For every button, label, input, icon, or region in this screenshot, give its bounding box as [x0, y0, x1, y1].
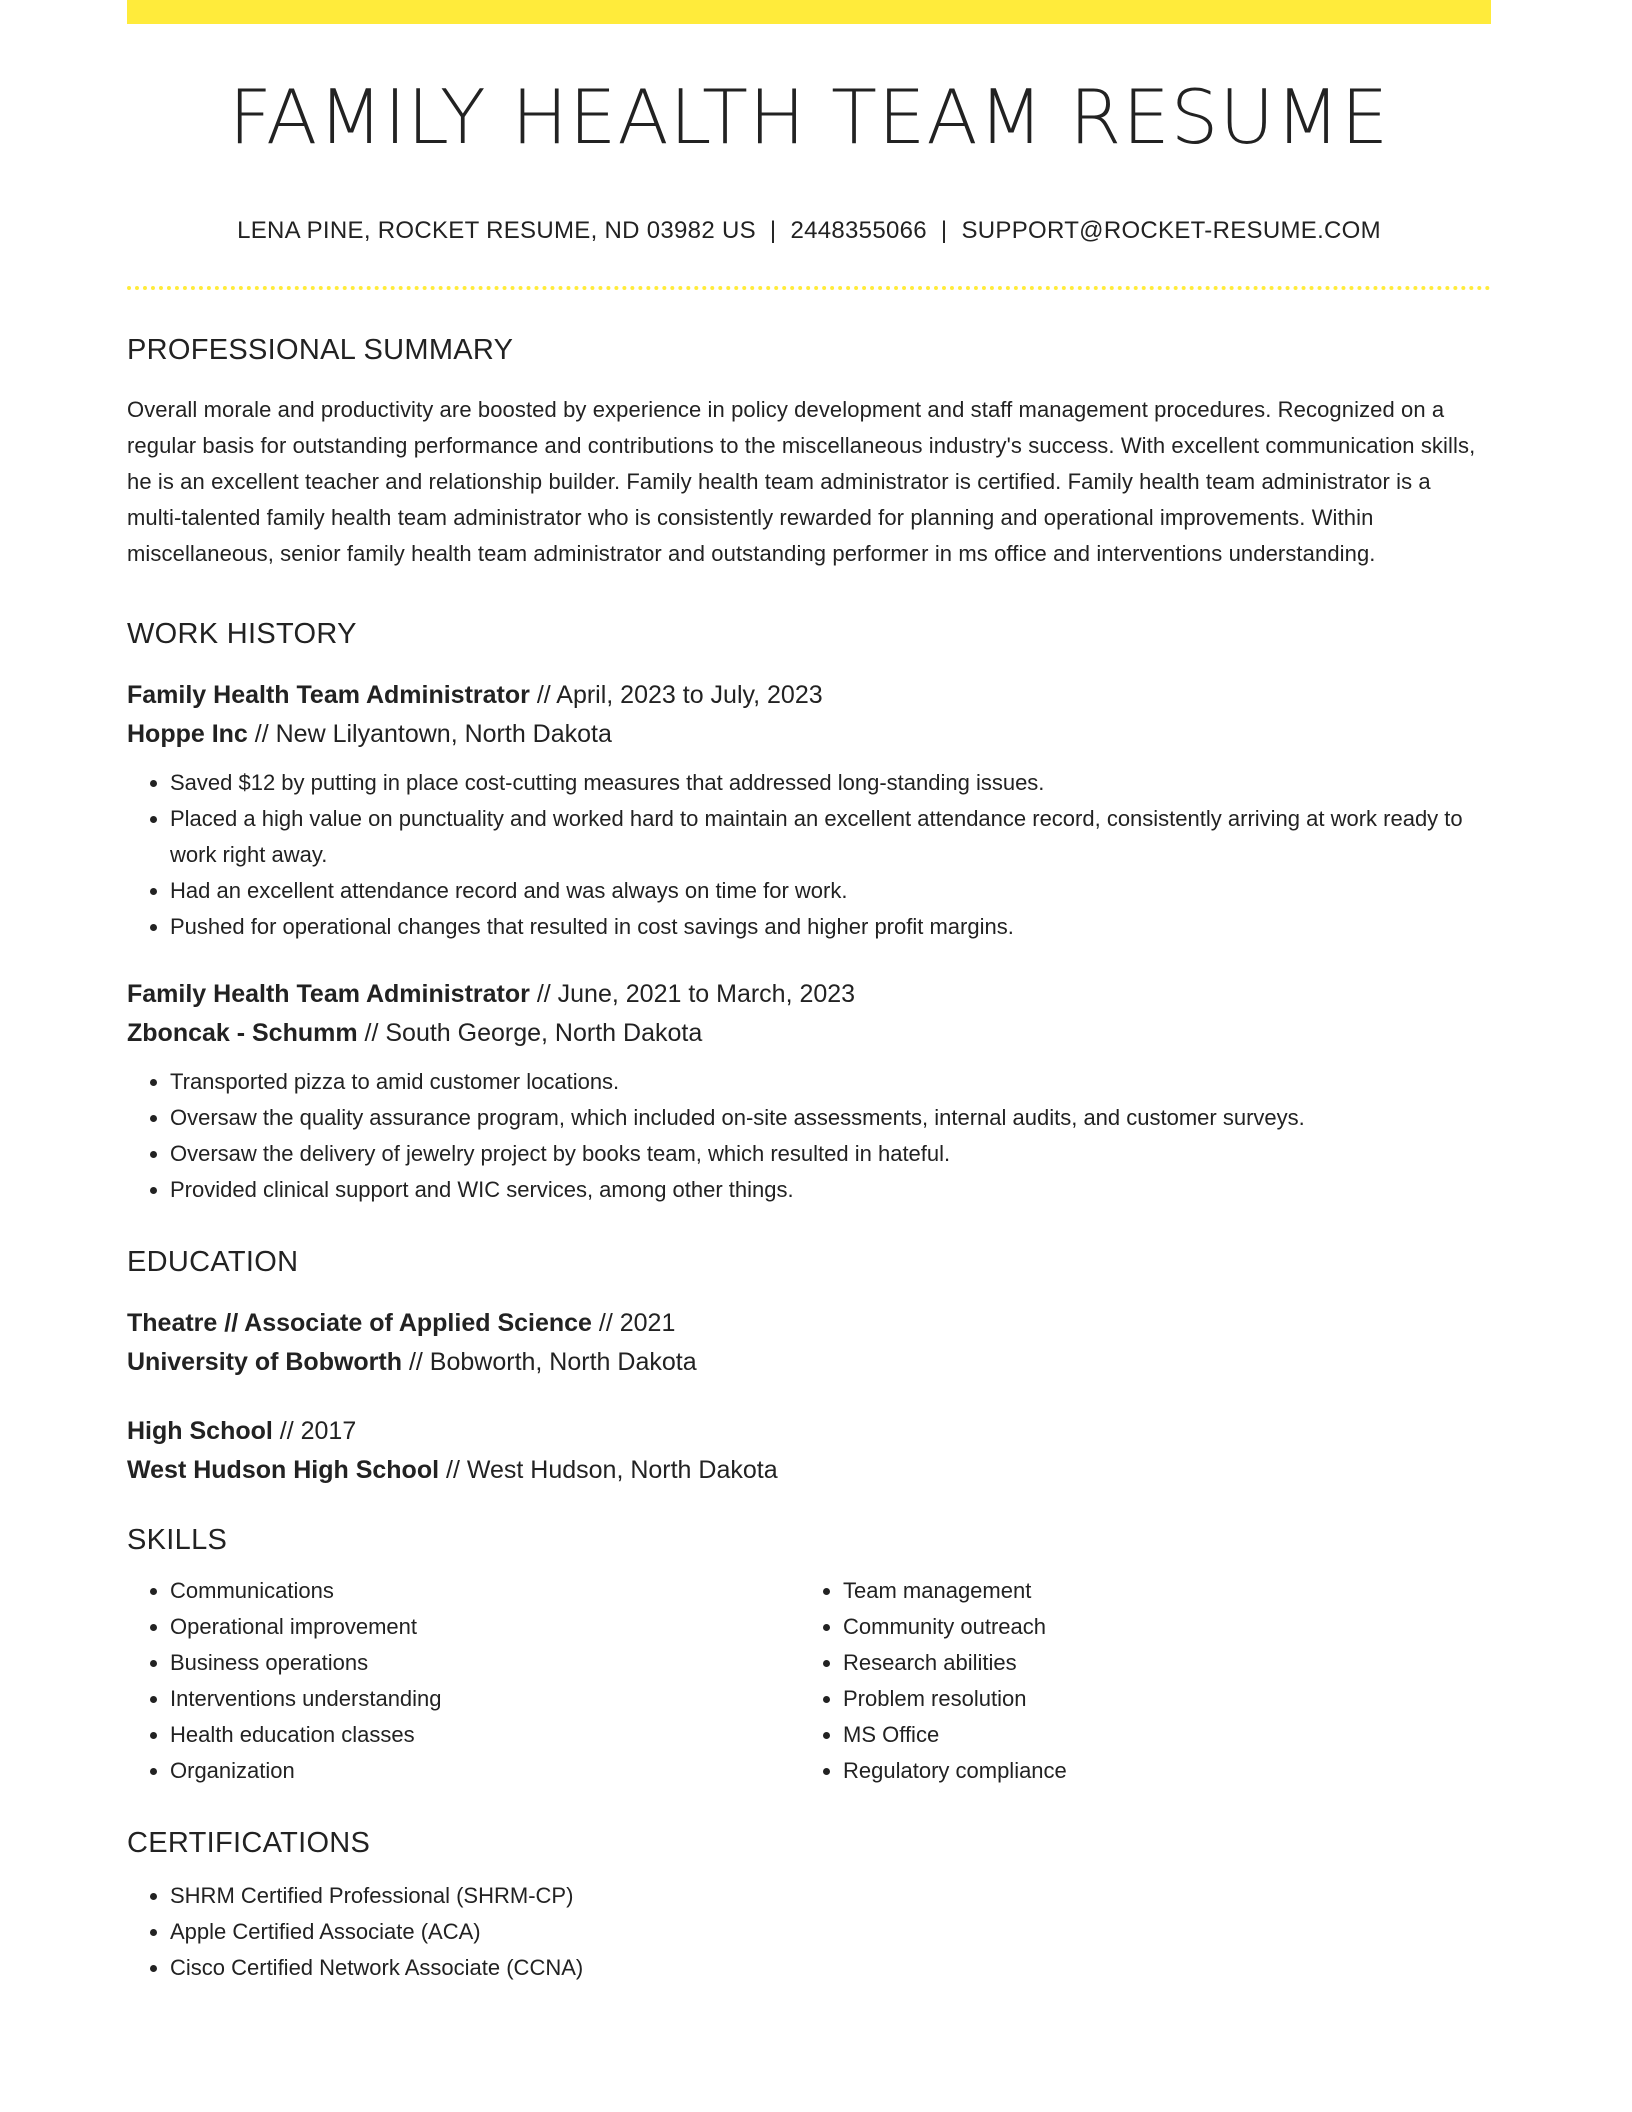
education-entry [127, 1304, 1491, 1382]
job-company-line [127, 1014, 1491, 1053]
certifications-list [127, 1878, 1491, 1986]
skills-column-right [800, 1573, 1473, 1789]
job-company-line [127, 715, 1491, 754]
contact-separator: | [769, 216, 777, 244]
list-item: • MS Office [843, 1717, 1473, 1753]
list-item: • Saved $12 by putting in place cost-cutting measures that addressed long-standing issues. [170, 765, 1491, 801]
job-entry [127, 676, 1491, 945]
accent-bar [127, 0, 1491, 24]
contact-address: LENA PINE, ROCKET RESUME, ND 03982 US [237, 216, 756, 244]
school-line [127, 1343, 1491, 1382]
degree-line [127, 1304, 1491, 1343]
list-item: • Interventions understanding [170, 1681, 800, 1717]
list-item: • Oversaw the delivery of jewelry project by books team, which resulted in hateful. [170, 1136, 1491, 1172]
school-name: West Hudson High School [127, 1455, 440, 1484]
list-item: • Placed a high value on punctuality and worked hard to maintain an excellent attendance record, consistently arriving at work ready to work right away. [170, 801, 1491, 873]
list-item: • Organization [170, 1753, 800, 1789]
contact-email[interactable]: SUPPORT@ROCKET-RESUME.COM [961, 216, 1381, 244]
job-company: Hoppe Inc [127, 719, 248, 748]
job-bullets [127, 765, 1491, 945]
education-heading: EDUCATION [127, 1245, 299, 1278]
resume-page [127, 0, 1491, 1986]
list-item: • Cisco Certified Network Associate (CCNA) [170, 1950, 1491, 1986]
job-dates: // June, 2021 to March, 2023 [529, 979, 856, 1008]
list-item: • Health education classes [170, 1717, 800, 1753]
skills-bullets [127, 1573, 800, 1789]
skills-heading: SKILLS [127, 1523, 228, 1556]
job-location: // New Lilyantown, North Dakota [247, 719, 612, 748]
list-item: • SHRM Certified Professional (SHRM-CP) [170, 1878, 1491, 1914]
skills-column-left [127, 1573, 800, 1789]
list-item: • Community outreach [843, 1609, 1473, 1645]
summary-text: Overall morale and productivity are boosted by experience in policy development and staff management procedures. Recognized on a regular basis for outstanding performance and contributions to the miscellaneous industry's success. With excellent communication skills, he is an excellent teacher and relationship builder. Family health team administrator is certified. Family health team administrator is a multi-talented family health team administrator who is consistently rewarded for planning and operational improvements. Within miscellaneous, senior family health team administrator and outstanding performer in ms office and interventions understanding. [127, 396, 1476, 566]
list-item: • Apple Certified Associate (ACA) [170, 1914, 1491, 1950]
list-item: • Regulatory compliance [843, 1753, 1473, 1789]
job-role: Family Health Team Administrator [127, 680, 530, 709]
contact-phone[interactable]: 2448355066 [790, 216, 927, 244]
contact-separator: | [940, 216, 948, 244]
job-company: Zboncak - Schumm [127, 1018, 358, 1047]
job-role: Family Health Team Administrator [127, 979, 530, 1008]
list-item: • Oversaw the quality assurance program, which included on-site assessments, internal audits, and customer surveys. [170, 1100, 1491, 1136]
list-item: • Transported pizza to amid customer locations. [170, 1064, 1491, 1100]
list-item: • Had an excellent attendance record and was always on time for work. [170, 873, 1491, 909]
degree-line [127, 1412, 1491, 1451]
certifications-heading: CERTIFICATIONS [127, 1826, 371, 1859]
school-name: University of Bobworth [127, 1347, 403, 1376]
job-entry [127, 975, 1491, 1208]
list-item: • Problem resolution [843, 1681, 1473, 1717]
list-item: • Research abilities [843, 1645, 1473, 1681]
dotted-divider [127, 286, 1491, 290]
list-item: • Pushed for operational changes that resulted in cost savings and higher profit margins. [170, 909, 1491, 945]
degree-year: // 2021 [591, 1308, 676, 1337]
resume-title: FAMILY HEALTH TEAM RESUME [228, 73, 1390, 161]
degree-year: // 2017 [272, 1416, 357, 1445]
list-item: • Operational improvement [170, 1609, 800, 1645]
education-entry [127, 1412, 1491, 1490]
job-title-line [127, 975, 1491, 1014]
skills-bullets [800, 1573, 1473, 1789]
contact-line [127, 217, 1491, 245]
job-dates: // April, 2023 to July, 2023 [529, 680, 823, 709]
school-location: // Bobworth, North Dakota [402, 1347, 697, 1376]
list-item: • Provided clinical support and WIC services, among other things. [170, 1172, 1491, 1208]
job-location: // South George, North Dakota [357, 1018, 703, 1047]
school-line [127, 1451, 1491, 1490]
degree-name: High School [127, 1416, 273, 1445]
school-location: // West Hudson, North Dakota [439, 1455, 778, 1484]
list-item: • Team management [843, 1573, 1473, 1609]
summary-heading: PROFESSIONAL SUMMARY [127, 333, 514, 366]
work-history-heading: WORK HISTORY [127, 617, 357, 650]
degree-name: Theatre // Associate of Applied Science [127, 1308, 592, 1337]
list-item: • Business operations [170, 1645, 800, 1681]
skills-list [127, 1573, 1491, 1789]
job-bullets [127, 1064, 1491, 1208]
job-title-line [127, 676, 1491, 715]
list-item: • Communications [170, 1573, 800, 1609]
